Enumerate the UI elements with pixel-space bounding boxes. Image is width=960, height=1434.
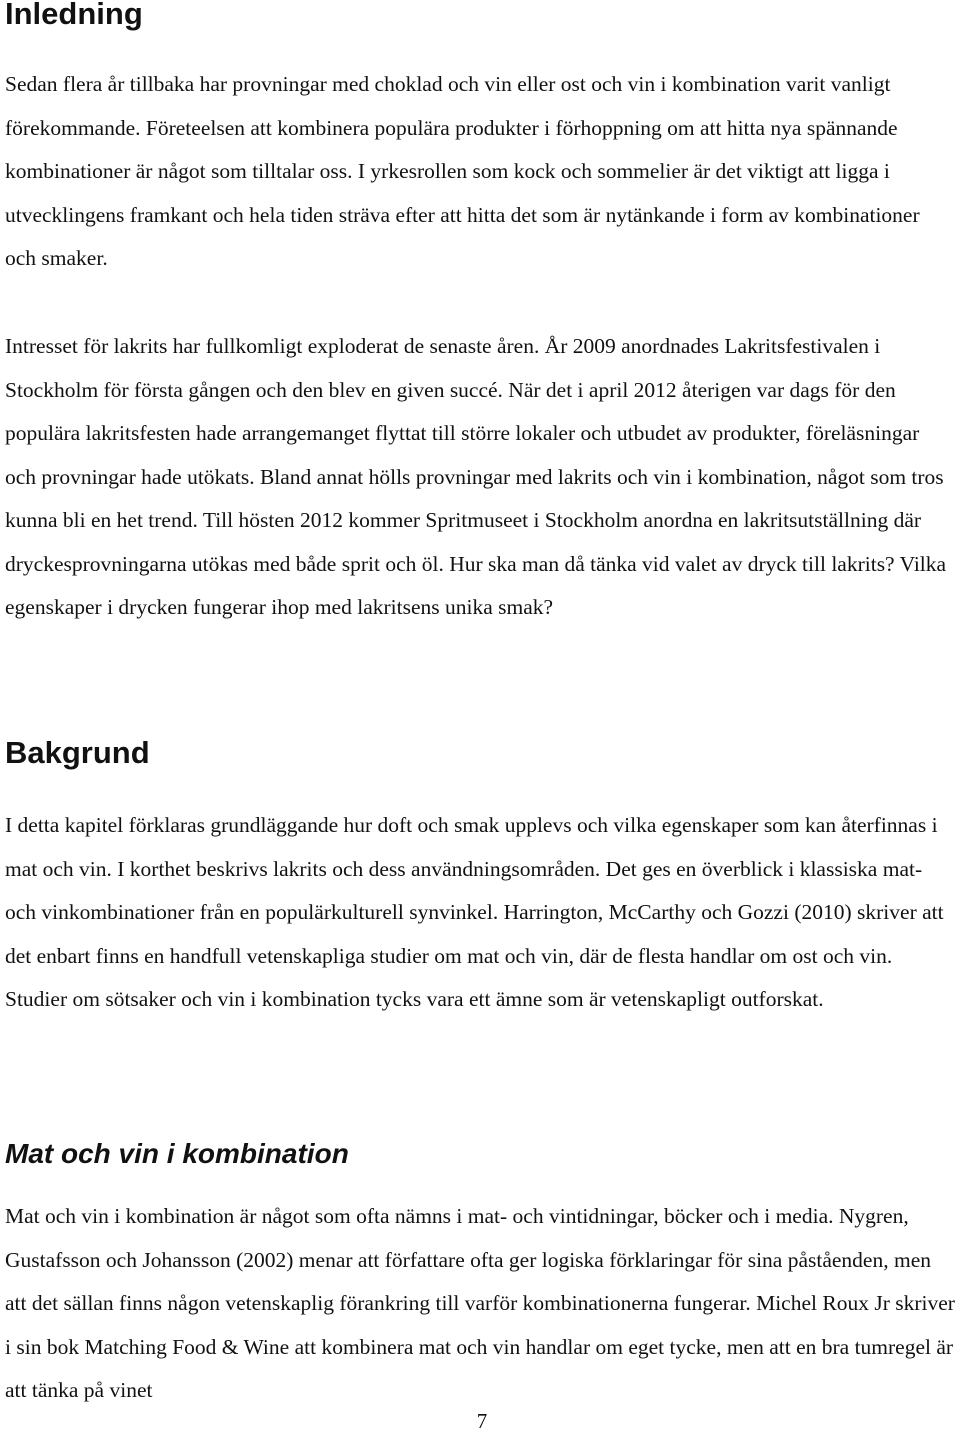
- paragraph-inledning-1: Sedan flera år tillbaka har provningar med choklad och vin eller ost och vin i kombination varit vanligt förekommande. Företeelsen att kombinera populära produkter i förhoppning om att hitta nya spännande kombinationer är något som tilltalar oss. I yrkesrollen som kock och sommelier är det viktigt att ligga i utvecklingens framkant och hela tiden sträva efter att hitta det som är nytänkande i form av kombinationer och smaker.: [5, 72, 920, 270]
- paragraph-mat-och-vin-1: Mat och vin i kombination är något som ofta nämns i mat- och vintidningar, böcker och i media. Nygren, Gustafsson och Johansson (2002) menar att författare ofta ger logiska förklaringar för sina påståenden, men att det sällan finns någon vetenskaplig förankring till varför kombinationerna fungerar. Michel Roux Jr skriver i sin bok Matching Food & Wine att kombinera mat och vin handlar om eget tycke, men att en bra tumregel är att tänka på vinet: [5, 1204, 955, 1402]
- paragraph-bakgrund-1: I detta kapitel förklaras grundläggande hur doft och smak upplevs och vilka egenskaper som kan återfinnas i mat och vin. I korthet beskrivs lakrits och dess användningsområden. Det ges en överblick i klassiska mat- och vinkombinationer från en populärkulturell synvinkel. Harrington, McCarthy och Gozzi (2010) skriver att det enbart finns en handfull vetenskapliga studier om mat och vin, där de flesta handlar om ost och vin. Studier om sötsaker och vin i kombination tycks vara ett ämne som är vetenskapligt outforskat.: [5, 813, 944, 1011]
- page-number: 7: [476, 1409, 488, 1433]
- paragraph-inledning-2: Intresset för lakrits har fullkomligt exploderat de senaste åren. År 2009 anordnades Lakritsfestivalen i Stockholm för första gången och den blev en given succé. När det i april 2012 återigen var dags för den populära lakritsfesten hade arrangemanget flyttat till större lokaler och utbudet av produkter, föreläsningar och provningar hade utökats. Bland annat hölls provningar med lakrits och vin i kombination, något som tros kunna bli en het trend. Till hösten 2012 kommer Spritmuseet i Stockholm anordna en lakritsutställning där dryckesprovningarna utökas med både sprit och öl. Hur ska man då tänka vid valet av dryck till lakrits? Vilka egenskaper i drycken fungerar ihop med lakritsens unika smak?: [5, 334, 947, 619]
- heading-bakgrund: Bakgrund: [5, 735, 150, 770]
- heading-inledning: Inledning: [5, 0, 143, 31]
- heading-mat-och-vin: Mat och vin i kombination: [5, 1138, 349, 1169]
